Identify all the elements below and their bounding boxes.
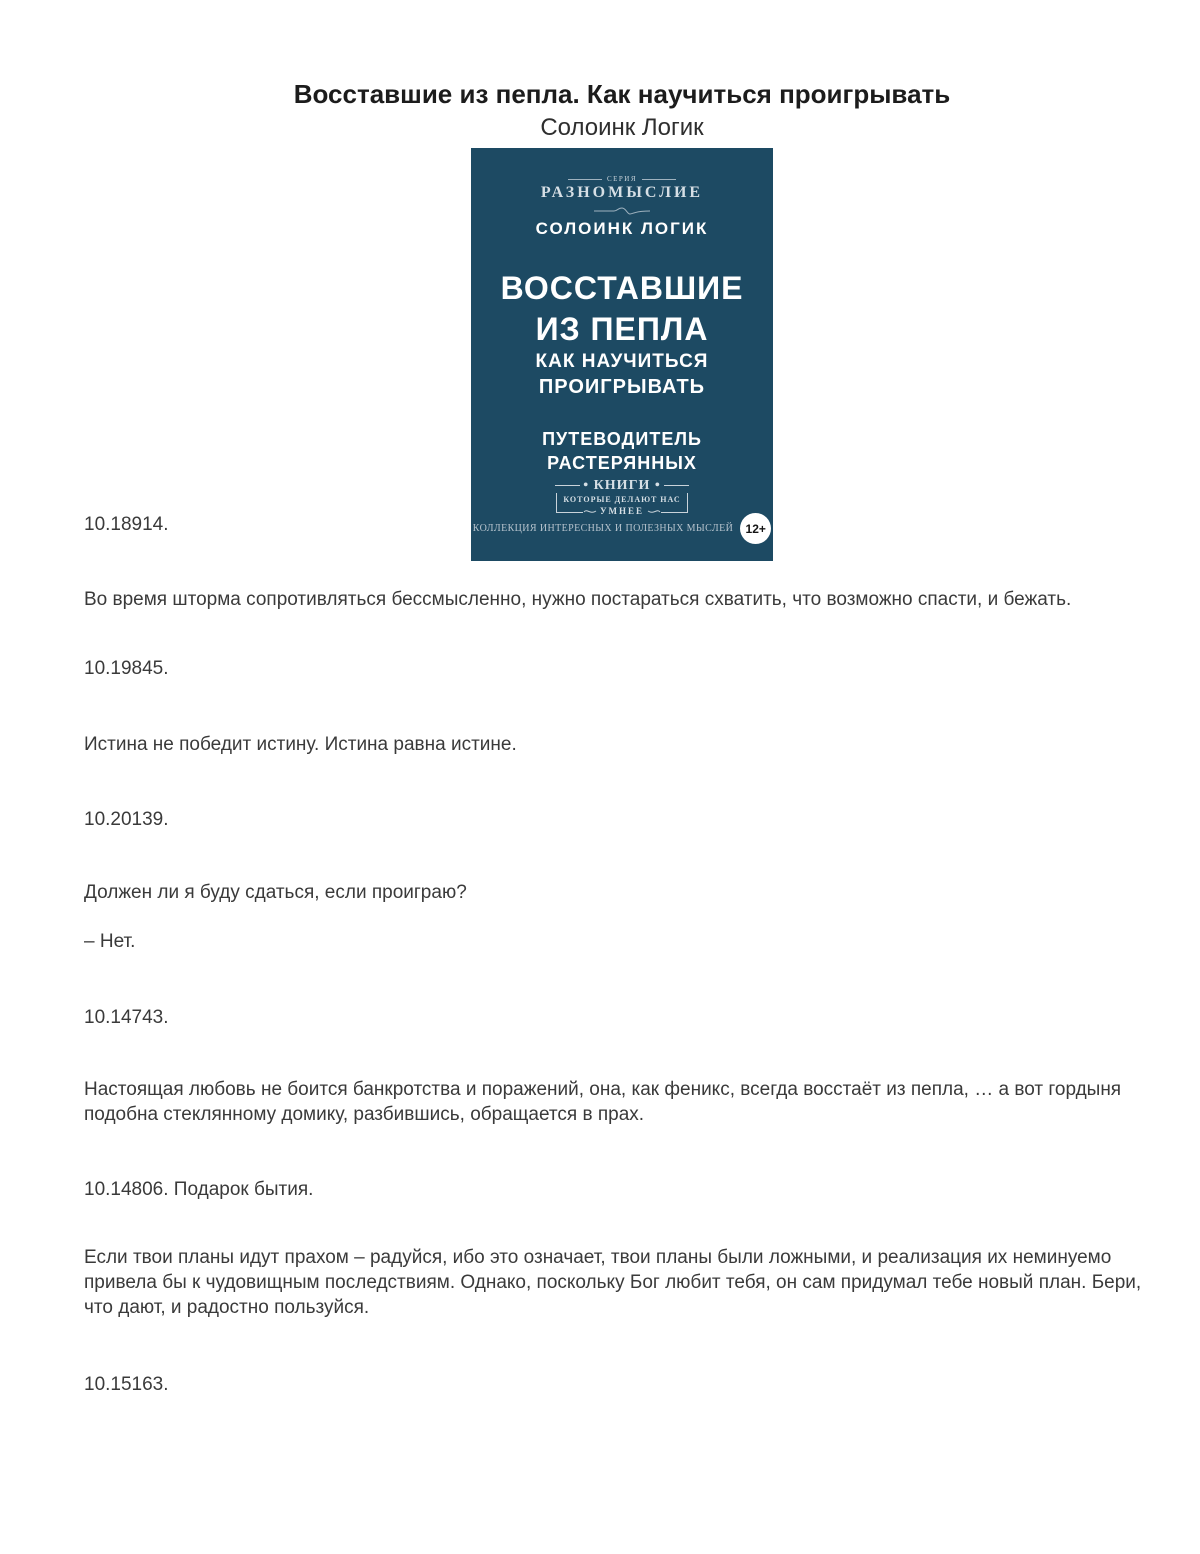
section-paragraph: Истина не победит истину. Истина равна истине. — [84, 734, 517, 755]
section-number: 10.14806. Подарок бытия. — [84, 1179, 314, 1200]
section-number: 10.19845. — [84, 658, 169, 679]
collection-label: КОЛЛЕКЦИЯ ИНТЕРЕСНЫХ И ПОЛЕЗНЫХ МЫСЛЕЙ — [472, 523, 734, 534]
cover-series-label: СЕРИЯ — [606, 175, 638, 183]
cover-bottom-row — [471, 513, 773, 544]
cover-title-line2: ИЗ ПЕПЛА — [535, 311, 709, 347]
cover-title-line1: ВОССТАВШИЕ — [500, 270, 744, 306]
cover-guide-line2: РАСТЕРЯННЫХ — [547, 453, 697, 473]
age-rating-badge: 12+ — [740, 513, 771, 544]
cover-guide-line1: ПУТЕВОДИТЕЛЬ — [542, 429, 702, 449]
cover-series-label-row — [471, 175, 773, 183]
section-paragraph: Настоящая любовь не боится банкротства и поражений, она, как феникс, всегда восстаёт из пепла, … а вот гордыня подобна стеклянному домику, разбившись, обращается в прах. — [84, 1079, 1122, 1125]
cover-section — [84, 148, 1160, 561]
page-title: Восставшие из пепла. Как научиться проигрывать — [293, 79, 951, 109]
publisher-badge-title-row — [555, 478, 689, 493]
publisher-badge-slogan2: УМНЕЕ — [597, 506, 647, 517]
section-paragraph: Должен ли я буду сдаться, если проиграю? — [84, 882, 467, 903]
publisher-badge — [555, 478, 689, 517]
section-number: 10.14743. — [84, 1007, 169, 1028]
section-paragraph: – Нет. — [84, 931, 136, 952]
section-paragraph: Если твои планы идут прахом – радуйся, ибо это означает, твои планы были ложными, и реализация их неминуемо привела бы к чудовищным последствиям. Однако, поскольку Бог любит тебя, он сам придумал тебе новый план. Бери, что дают, и радостно пользуйся. — [84, 1247, 1142, 1318]
page-author: Солоинк Логик — [540, 114, 704, 141]
publisher-badge-slogan: КОТОРЫЕ ДЕЛАЮТ НАС — [556, 493, 688, 513]
decorative-line — [555, 485, 580, 486]
decorative-line — [568, 179, 602, 180]
cover-author-name: СОЛОИНК ЛОГИК — [535, 219, 709, 238]
section-paragraph: Во время шторма сопротивляться бессмысленно, нужно постараться схватить, что возможно спасти, и бежать. — [84, 589, 1072, 610]
section-number: 10.20139. — [84, 809, 169, 830]
section-number: 10.15163. — [84, 1374, 169, 1395]
publisher-badge-title: • КНИГИ • — [583, 478, 661, 493]
cover-subtitle-line2: ПРОИГРЫВАТЬ — [538, 376, 706, 398]
cover-series-logo — [471, 175, 773, 220]
decorative-line — [642, 179, 676, 180]
decorative-line — [664, 485, 689, 486]
section-number: 10.18914. — [84, 514, 169, 535]
cover-subtitle-line1: КАК НАУЧИТЬСЯ — [535, 351, 709, 372]
flourish-ornament-icon — [471, 202, 773, 220]
book-cover-image — [471, 148, 773, 561]
cover-series-name: РАЗНОМЫСЛИЕ — [540, 184, 704, 201]
